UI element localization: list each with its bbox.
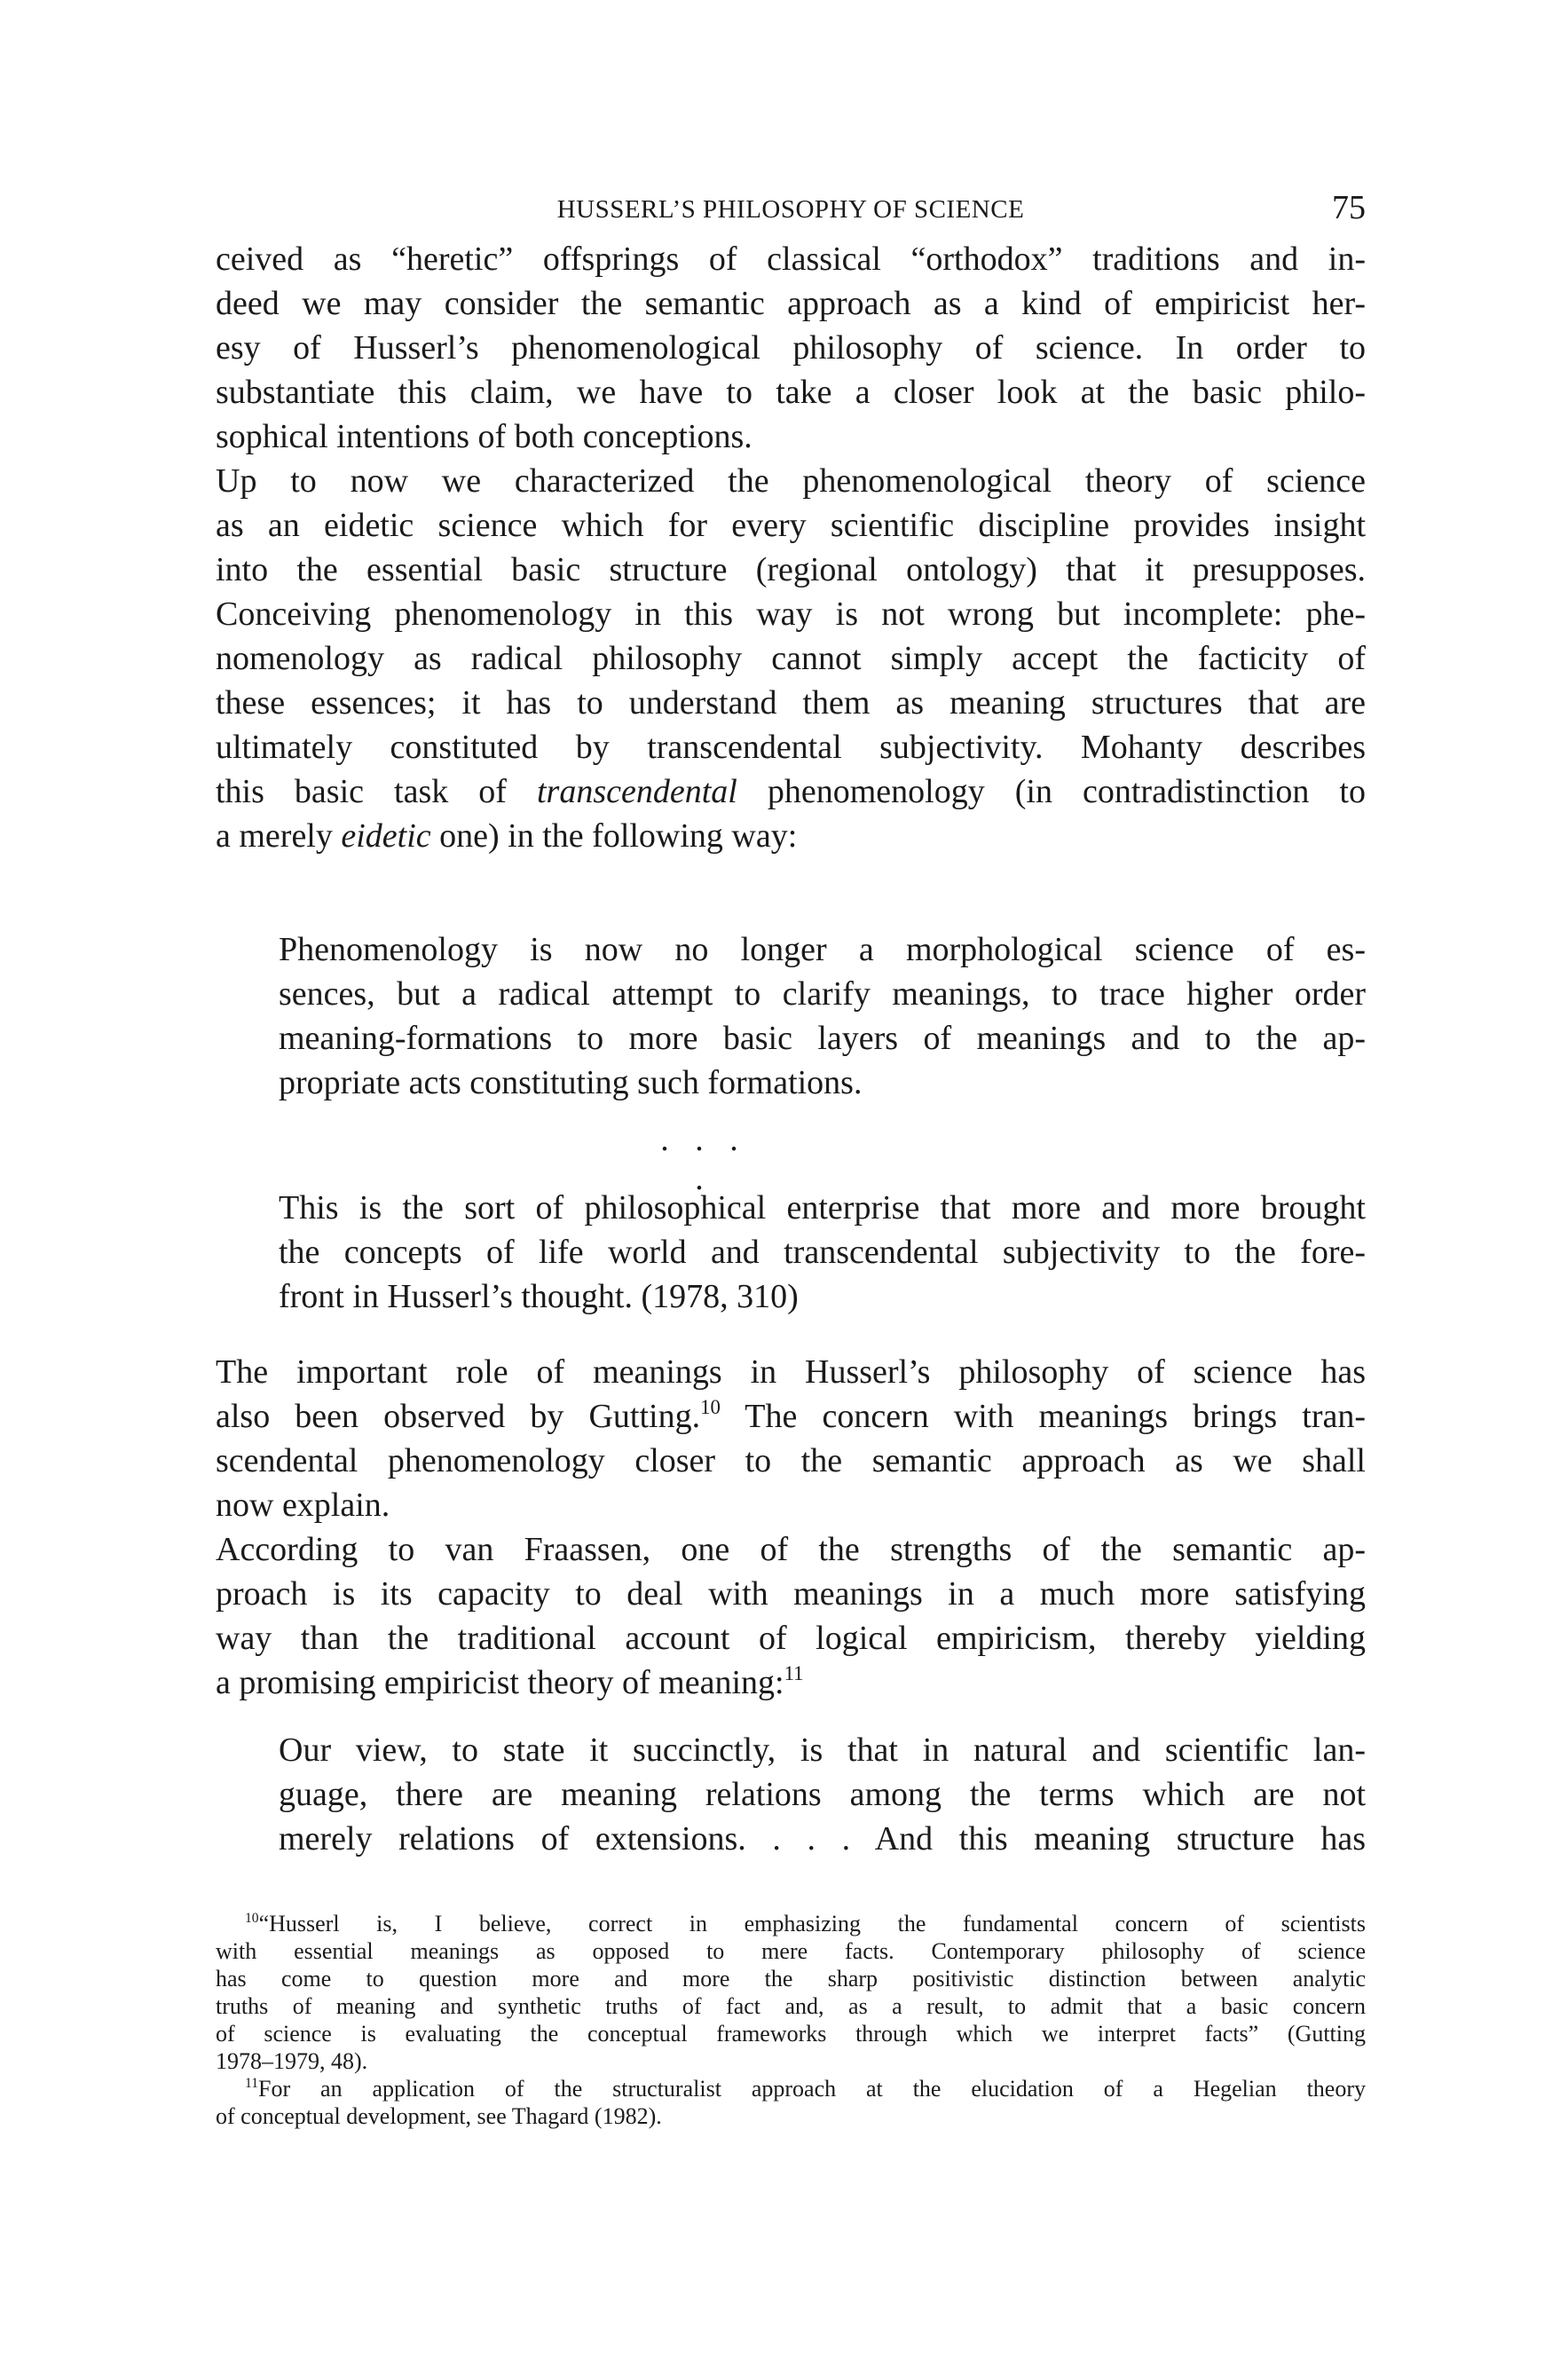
text-line bbox=[216, 503, 1366, 548]
text-line bbox=[279, 1230, 1366, 1274]
text-line bbox=[216, 2075, 1366, 2102]
text-run: merely relations of extensions. . . . And this meaning structure has bbox=[279, 1820, 1366, 1857]
text-run: as an eidetic science which for every scientific discipline provides insight bbox=[216, 507, 1366, 544]
block-quote bbox=[279, 1728, 1366, 1861]
text-run: the concepts of life world and transcendental subjectivity to the fore- bbox=[279, 1234, 1366, 1271]
text-run: a promising empiricist theory of meaning: bbox=[216, 1664, 784, 1701]
text-line bbox=[279, 1274, 1366, 1319]
text-run: This is the sort of philosophical enterprise that more and more brought bbox=[279, 1189, 1366, 1226]
text-run: a merely bbox=[216, 817, 342, 855]
text-line bbox=[216, 592, 1366, 636]
text-line bbox=[216, 1350, 1366, 1394]
text-line bbox=[216, 2102, 1366, 2130]
text-line bbox=[216, 814, 1366, 858]
text-line bbox=[279, 1186, 1366, 1230]
text-line bbox=[216, 2020, 1366, 2047]
footnote-reference: 10 bbox=[245, 1910, 259, 1926]
text-line bbox=[216, 1483, 1366, 1527]
text-run: nomenology as radical philosophy cannot simply accept the facticity of bbox=[216, 640, 1366, 677]
text-run: “Husserl is, I believe, correct in emphasizing the fundamental concern of scientists bbox=[258, 1911, 1366, 1936]
text-run: deed we may consider the semantic approach as a kind of empiricist her- bbox=[216, 285, 1366, 322]
text-line bbox=[216, 1572, 1366, 1616]
text-run: scendental phenomenology closer to the semantic approach as we shall bbox=[216, 1442, 1366, 1479]
footnote-reference: 10 bbox=[700, 1396, 721, 1419]
text-line bbox=[216, 1616, 1366, 1660]
text-run: has come to question more and more the sharp positivistic distinction between analytic bbox=[216, 1966, 1366, 1991]
running-title: HUSSERL’S PHILOSOPHY OF SCIENCE bbox=[556, 195, 1025, 224]
text-line bbox=[279, 1772, 1366, 1817]
text-line bbox=[279, 1817, 1366, 1861]
text-line bbox=[216, 237, 1366, 281]
running-header bbox=[216, 188, 1366, 233]
text-run: way than the traditional account of logical empiricism, thereby yielding bbox=[216, 1620, 1366, 1657]
text-line bbox=[216, 769, 1366, 814]
text-run: proach is its capacity to deal with meanings in a much more satisfying bbox=[216, 1575, 1366, 1613]
text-run: now explain. bbox=[216, 1487, 390, 1524]
text-line bbox=[216, 548, 1366, 592]
text-run: propriate acts constituting such formations. bbox=[279, 1064, 863, 1101]
text-run: guage, there are meaning relations among the terms which are not bbox=[279, 1776, 1366, 1813]
text-run: one) in the following way: bbox=[430, 817, 798, 855]
text-line bbox=[216, 1937, 1366, 1965]
text-line bbox=[216, 2047, 1366, 2075]
text-line bbox=[216, 1910, 1366, 1937]
text-run: For an application of the structuralist approach at the elucidation of a Hegelian theory bbox=[258, 2076, 1366, 2102]
text-line bbox=[279, 1728, 1366, 1772]
text-line bbox=[216, 725, 1366, 769]
text-run: sences, but a radical attempt to clarify meanings, to trace higher order bbox=[279, 975, 1366, 1013]
text-line bbox=[216, 636, 1366, 681]
text-line bbox=[216, 281, 1366, 326]
block-quote bbox=[279, 927, 1366, 1105]
text-run: Up to now we characterized the phenomenological theory of science bbox=[216, 462, 1366, 500]
text-run: ultimately constituted by transcendental subjectivity. Mohanty describes bbox=[216, 729, 1366, 766]
ellipsis-separator: . . . . bbox=[660, 1121, 747, 1197]
text-line bbox=[216, 1660, 1366, 1705]
footnote-reference: 11 bbox=[245, 2075, 259, 2091]
text-line bbox=[216, 1965, 1366, 1992]
page-number: 75 bbox=[1332, 189, 1366, 226]
text-line bbox=[279, 1016, 1366, 1061]
text-line bbox=[216, 1439, 1366, 1483]
paragraph bbox=[216, 459, 1366, 858]
text-run: these essences; it has to understand them as meaning structures that are bbox=[216, 684, 1366, 722]
text-run: According to van Fraassen, one of the strengths of the semantic ap- bbox=[216, 1531, 1366, 1568]
text-run: esy of Husserl’s phenomenological philosophy of science. In order to bbox=[216, 329, 1366, 367]
text-line bbox=[216, 326, 1366, 370]
text-line bbox=[216, 1394, 1366, 1439]
text-run: Conceiving phenomenology in this way is not wrong but incomplete: phe- bbox=[216, 595, 1366, 633]
text-run: of conceptual development, see Thagard (1982). bbox=[216, 2103, 662, 2129]
text-run: 1978–1979, 48). bbox=[216, 2048, 368, 2074]
italic-text: eidetic bbox=[341, 817, 431, 855]
text-run: front in Husserl’s thought. (1978, 310) bbox=[279, 1278, 799, 1315]
paragraph bbox=[216, 237, 1366, 459]
text-line bbox=[279, 1061, 1366, 1105]
text-run: also been observed by Gutting. bbox=[216, 1398, 701, 1435]
text-run: ceived as “heretic” offsprings of classical “orthodox” traditions and in- bbox=[216, 241, 1366, 278]
text-run: sophical intentions of both conceptions. bbox=[216, 418, 752, 455]
text-run: Our view, to state it succinctly, is that in natural and scientific lan- bbox=[279, 1731, 1366, 1769]
text-run: Phenomenology is now no longer a morphological science of es- bbox=[279, 931, 1366, 968]
text-run: with essential meanings as opposed to mere facts. Contemporary philosophy of science bbox=[216, 1938, 1366, 1964]
block-quote bbox=[279, 1186, 1366, 1319]
footnote bbox=[216, 2075, 1366, 2130]
paragraph bbox=[216, 1350, 1366, 1527]
text-line bbox=[216, 1527, 1366, 1572]
text-run: The important role of meanings in Husserl’s philosophy of science has bbox=[216, 1353, 1366, 1391]
footnote-reference: 11 bbox=[784, 1662, 804, 1685]
text-run: truths of meaning and synthetic truths of fact and, as a result, to admit that a basic concern bbox=[216, 1993, 1366, 2019]
text-run: substantiate this claim, we have to take a closer look at the basic philo- bbox=[216, 374, 1366, 411]
text-line bbox=[216, 459, 1366, 503]
text-run: phenomenology (in contradistinction to bbox=[737, 773, 1366, 810]
text-line bbox=[216, 1992, 1366, 2020]
text-line bbox=[216, 414, 1366, 459]
text-line bbox=[216, 681, 1366, 725]
footnote bbox=[216, 1910, 1366, 2075]
text-run: this basic task of bbox=[216, 773, 537, 810]
text-run: meaning-formations to more basic layers of meanings and to the ap- bbox=[279, 1020, 1366, 1057]
paragraph bbox=[216, 1527, 1366, 1705]
text-line bbox=[216, 370, 1366, 414]
text-run: The concern with meanings brings tran- bbox=[720, 1398, 1366, 1435]
italic-text: transcendental bbox=[536, 773, 737, 810]
text-line bbox=[279, 927, 1366, 972]
text-run: of science is evaluating the conceptual frameworks through which we interpret facts” (Gutting bbox=[216, 2021, 1366, 2047]
text-line bbox=[279, 972, 1366, 1016]
text-run: into the essential basic structure (regional ontology) that it presupposes. bbox=[216, 551, 1366, 588]
